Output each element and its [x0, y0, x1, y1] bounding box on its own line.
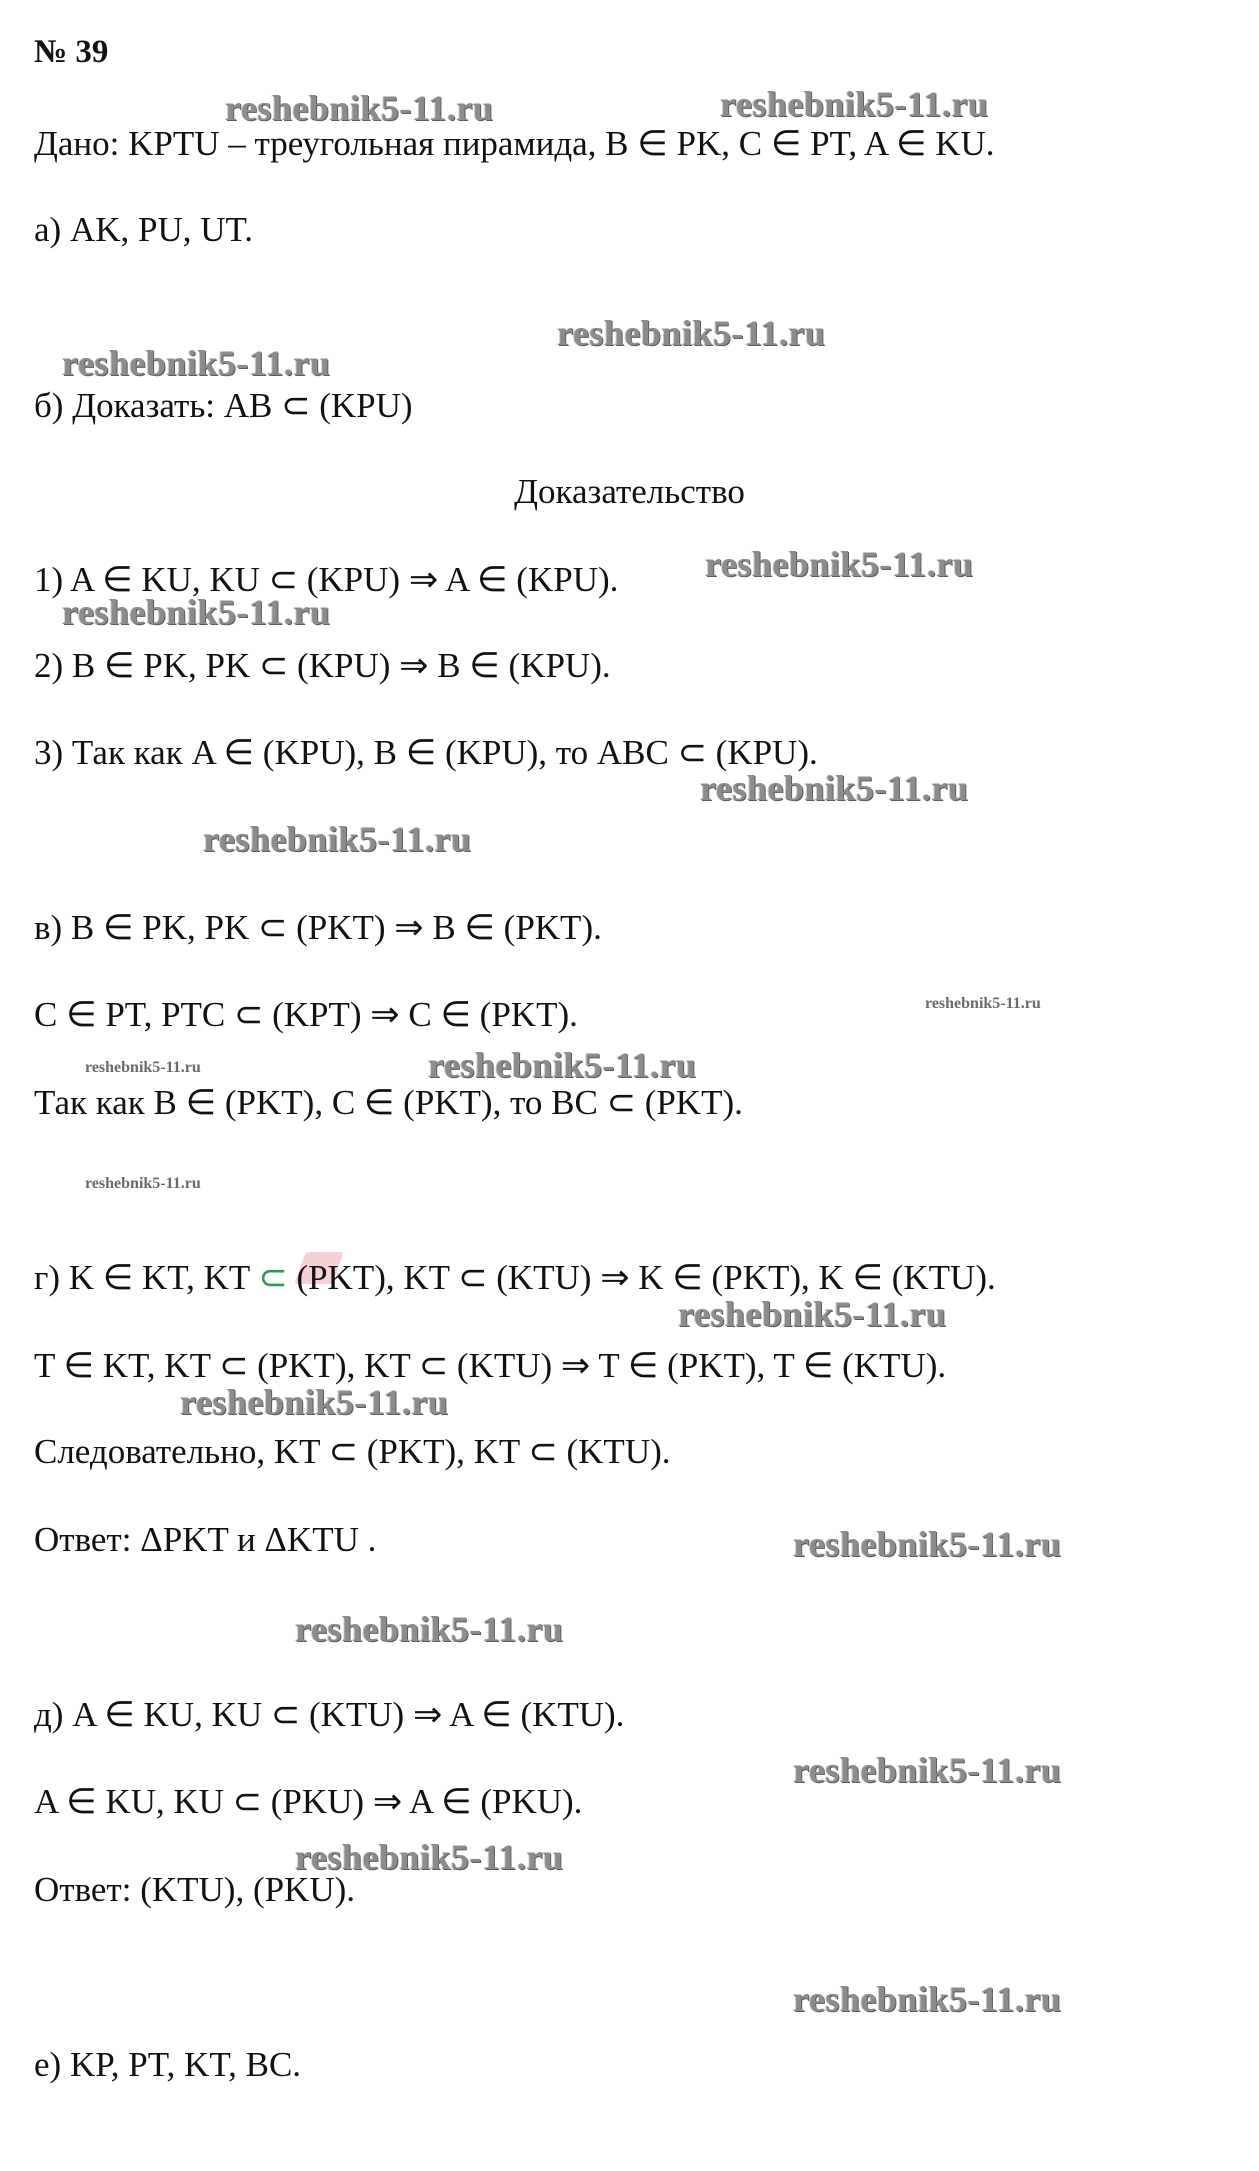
watermark: reshebnik5-11.ru: [720, 84, 989, 124]
problem-number: № 39: [34, 34, 109, 70]
watermark: reshebnik5-11.ru: [428, 1045, 697, 1085]
part-b: б) Доказать: AB ⊂ (KPU): [34, 386, 413, 425]
part-g-line-1-start: г) K ∈ KT, KT: [34, 1258, 259, 1297]
part-g-line-2: T ∈ KT, KT ⊂ (PKT), KT ⊂ (KTU) ⇒ T ∈ (PKT), T ∈ (KTU).: [34, 1346, 947, 1385]
watermark: reshebnik5-11.ru: [295, 1609, 564, 1649]
watermark: reshebnik5-11.ru: [203, 819, 472, 859]
watermark: reshebnik5-11.ru: [62, 343, 331, 383]
part-d-line-2: A ∈ KU, KU ⊂ (PKU) ⇒ A ∈ (PKU).: [34, 1782, 583, 1821]
part-g-line-1: [34, 1260, 996, 1295]
part-v-line-3: Так как B ∈ (PKT), C ∈ (PKT), то BC ⊂ (PKT).: [34, 1083, 743, 1122]
proof-step-2: 2) B ∈ PK, PK ⊂ (KPU) ⇒ B ∈ (KPU).: [34, 646, 611, 685]
part-g-line-3: Следовательно, KT ⊂ (PKT), KT ⊂ (KTU).: [34, 1432, 671, 1471]
part-v-line-1: в) B ∈ PK, PK ⊂ (PKT) ⇒ B ∈ (PKT).: [34, 908, 602, 947]
part-d-answer: Ответ: (KTU), (PKU).: [34, 1870, 356, 1909]
watermark: reshebnik5-11.ru: [295, 1837, 564, 1877]
proof-step-3: 3) Так как A ∈ (KPU), B ∈ (KPU), то ABC ⊂ (KPU).: [34, 733, 818, 772]
part-g-line-1-end: (PKT), KT ⊂ (KTU) ⇒ K ∈ (PKT), K ∈ (KTU).: [287, 1258, 996, 1297]
watermark-small: reshebnik5-11.ru: [925, 995, 1041, 1012]
proof-step-1: 1) A ∈ KU, KU ⊂ (KPU) ⇒ A ∈ (KPU).: [34, 560, 619, 599]
part-a: а) AK, PU, UT.: [34, 210, 254, 249]
watermark: reshebnik5-11.ru: [62, 592, 331, 632]
watermark-small: reshebnik5-11.ru: [85, 1059, 201, 1076]
proof-heading: Доказательство: [514, 472, 745, 511]
highlighted-subset-symbol: ⊂: [258, 1258, 288, 1297]
part-g-answer: Ответ: ΔPKT и ΔKTU .: [34, 1520, 377, 1559]
watermark: reshebnik5-11.ru: [700, 768, 969, 808]
watermark: reshebnik5-11.ru: [557, 313, 826, 353]
watermark: reshebnik5-11.ru: [225, 88, 494, 128]
part-v-line-2: C ∈ PT, PTC ⊂ (KPT) ⇒ C ∈ (PKT).: [34, 995, 578, 1034]
watermark: reshebnik5-11.ru: [678, 1294, 947, 1334]
given-statement: Дано: KPTU – треугольная пирамида, B ∈ PK, C ∈ PT, A ∈ KU.: [34, 124, 995, 163]
watermark: reshebnik5-11.ru: [793, 1524, 1062, 1564]
watermark: reshebnik5-11.ru: [793, 1979, 1062, 2019]
part-e: е) KP, PT, KT, BC.: [34, 2045, 302, 2084]
watermark: reshebnik5-11.ru: [180, 1382, 449, 1422]
watermark-small: reshebnik5-11.ru: [85, 1175, 201, 1192]
part-d-line-1: д) A ∈ KU, KU ⊂ (KTU) ⇒ A ∈ (KTU).: [34, 1695, 625, 1734]
watermark: reshebnik5-11.ru: [705, 544, 974, 584]
watermark: reshebnik5-11.ru: [793, 1750, 1062, 1790]
